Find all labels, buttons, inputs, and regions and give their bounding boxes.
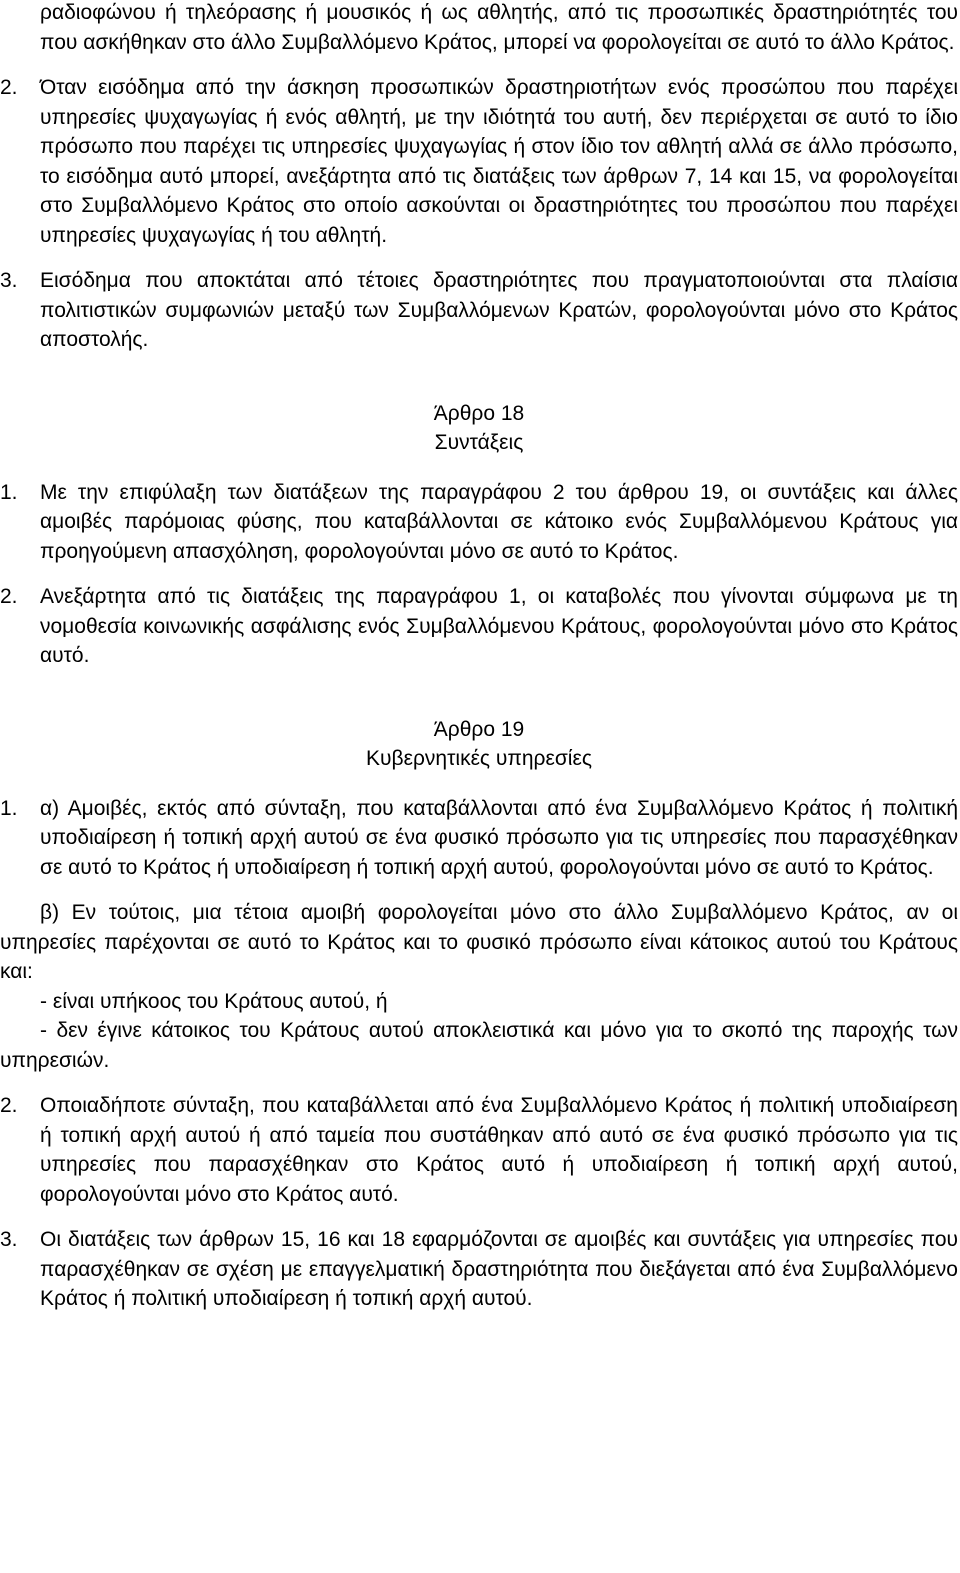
- paragraph-text: Ανεξάρτητα από τις διατάξεις της παραγράφου 1, οι καταβολές που γίνονται σύμφωνα με τη νομοθεσία κοινωνικής ασφάλισης ενός Συμβαλλόμενου Κράτους, φορολογούνται μόνο στο Κράτος αυτό.: [40, 585, 958, 667]
- paragraph-text: Οποιαδήποτε σύνταξη, που καταβάλλεται από ένα Συμβαλλόμενο Κράτος ή πολιτική υποδιαίρεση ή τοπική αρχή αυτού ή από ταμεία που συστάθηκαν από αυτό σε ένα φυσικό πρόσωπο για τις υπηρεσίες που παρασχέθηκαν στο Κράτος αυτό ή υποδιαίρεση ή τοπική αρχή αυτού, φορολογούνται μόνο στο Κράτος αυτό.: [40, 1094, 958, 1206]
- paragraph-text: Εισόδημα που αποκτάται από τέτοιες δραστηριότητες που πραγματοποιούνται στα πλαίσια πολιτιστικών συμφωνιών μεταξύ των Συμβαλλόμενων Κρατών, φορολογούνται μόνο στο Κράτος αποστολής.: [40, 269, 958, 351]
- paragraph-continuation: ραδιοφώνου ή τηλεόρασης ή μουσικός ή ως αθλητής, από τις προσωπικές δραστηριότητές του που ασκήθηκαν στο άλλο Συμβαλλόμενο Κράτος, μπορεί να φορολογείται σε αυτό το άλλο Κράτος.: [40, 1, 958, 54]
- article19-heading: Άρθρο 19: [433, 717, 525, 741]
- article18-paragraph-1: [0, 478, 958, 567]
- article17-paragraph-3: [0, 266, 958, 355]
- article19-paragraph-2: [0, 1091, 958, 1209]
- dash-item-text: - είναι υπήκοος του Κράτους αυτού, ή: [40, 989, 388, 1013]
- article19-dash-item-1: [0, 987, 958, 1017]
- article18-title: Συντάξεις: [434, 431, 524, 454]
- paragraph-number: 1.: [0, 796, 18, 820]
- article17-paragraph-2: [0, 73, 958, 250]
- paragraph-number: 3.: [0, 269, 18, 292]
- paragraph-text: Όταν εισόδημα από την άσκηση προσωπικών δραστηριοτήτων ενός προσώπου που παρέχει υπηρεσίες ψυχαγωγίας ή ενός αθλητή, με την ιδιότητά του αυτή, δεν περιέρχεται σε αυτό το ίδιο πρόσωπο που παρέχει τις υπηρεσίες ψυχαγωγίας ή στον ίδιο τον αθλητή αλλά σε άλλο πρόσωπο, το εισόδημα αυτό μπορεί, ανεξάρτητα από τις διατάξεις των άρθρων 7, 14 και 15, να φορολογείται στο Συμβαλλόμενο Κράτος στο οποίο ασκούνται οι δραστηριότητες του προσώπου που παρέχει υπηρεσίες ψυχαγωγίας ή του αθλητή.: [40, 76, 958, 247]
- article19-paragraph-3: [0, 1225, 958, 1314]
- paragraph-text: Με την επιφύλαξη των διατάξεων της παραγράφου 2 του άρθρου 19, οι συντάξεις και άλλες αμοιβές παρόμοιας φύσης, που καταβάλλονται σε κάτοικο ενός Συμβαλλόμενου Κράτους για προηγούμενη απασχόληση, φορολογούνται μόνο σε αυτό το Κράτος.: [40, 480, 958, 563]
- article19-paragraph-1b: β) Εν τούτοις, μια τέτοια αμοιβή φορολογείται μόνο στο άλλο Συμβαλλόμενο Κράτος, αν οι υπηρεσίες παρέχονται σε αυτό το Κράτος και το φυσικό πρόσωπο είναι κάτοικος αυτού του Κράτους και:: [0, 901, 958, 983]
- paragraph-number: 2.: [0, 76, 18, 99]
- paragraph-number: 2.: [0, 1094, 18, 1117]
- paragraph-text: Οι διατάξεις των άρθρων 15, 16 και 18 εφαρμόζονται σε αμοιβές και συντάξεις για υπηρεσίες που παρασχέθηκαν σε σχέση με επαγγελματική δραστηριότητα που διεξάγεται από ένα Συμβαλλόμενο Κράτος ή πολιτική υποδιαίρεση ή τοπική αρχή αυτού.: [40, 1228, 958, 1310]
- article18-paragraph-2: [0, 582, 958, 671]
- article18-heading: Άρθρο 18: [433, 401, 525, 425]
- article19-dash-item-2: - δεν έγινε κάτοικος του Κράτους αυτού αποκλειστικά και μόνο για το σκοπό της παροχής των υπηρεσιών.: [0, 1019, 958, 1072]
- paragraph-number: 3.: [0, 1228, 18, 1251]
- article19-paragraph-1a: [0, 794, 958, 883]
- paragraph-text: α) Αμοιβές, εκτός από σύνταξη, που καταβάλλονται από ένα Συμβαλλόμενο Κράτος ή πολιτική υποδιαίρεση ή τοπική αρχή αυτού σε ένα φυσικό πρόσωπο για τις υπηρεσίες που παρασχέθηκαν σε αυτό το Κράτος ή υποδιαίρεση ή τοπική αρχή αυτού, φορολογούνται μόνο σε αυτό το Κράτος.: [40, 796, 958, 879]
- paragraph-number: 1.: [0, 480, 18, 504]
- paragraph-number: 2.: [0, 585, 18, 608]
- article19-title: Κυβερνητικές υπηρεσίες: [366, 747, 592, 770]
